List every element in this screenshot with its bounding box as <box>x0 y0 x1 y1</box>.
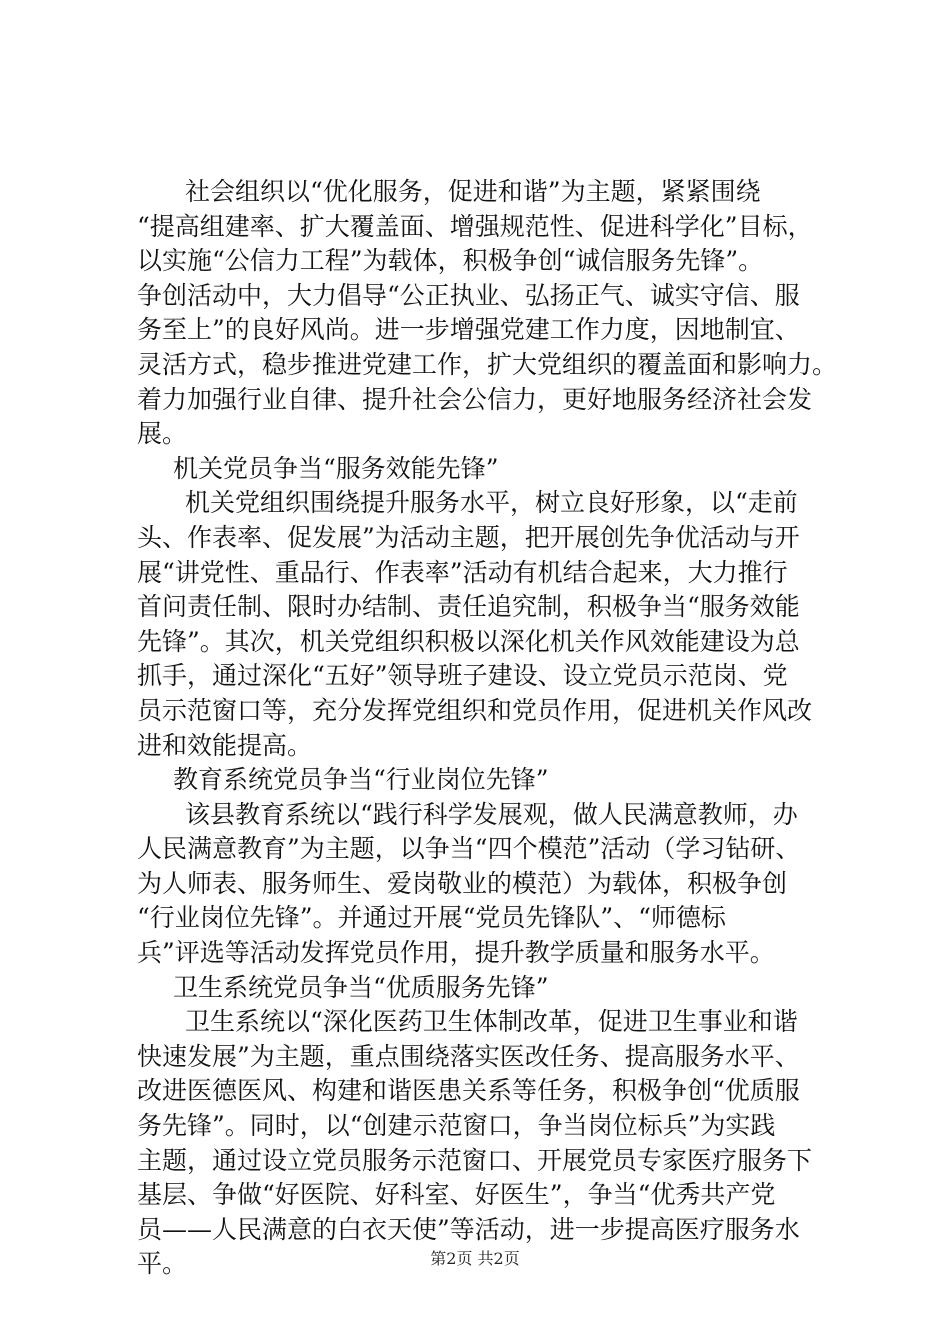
body-paragraph <box>137 1005 833 1282</box>
paragraph-line: 改进医德医风、构建和谐医患关系等任务，积极争创“优质服 <box>137 1076 800 1106</box>
paragraph-line: 快速发展”为主题，重点围绕落实医改任务、提高服务水平、 <box>137 1041 800 1071</box>
body-paragraph <box>137 486 833 763</box>
page-footer: 第2页 共2页 <box>430 1249 520 1268</box>
paragraph-line: 进和效能提高。 <box>137 730 313 760</box>
document-body <box>137 175 838 1282</box>
paragraph-line: 务至上”的良好风尚。进一步增强党建工作力度，因地制宜、 <box>137 315 800 345</box>
paragraph-line: 员示范窗口等，充分发挥党组织和党员作用，促进机关作风改 <box>137 695 813 725</box>
paragraph-line: “行业岗位先锋”。并通过开展“党员先锋队”、“师德标 <box>137 903 726 933</box>
paragraph-line: 灵活方式，稳步推进党建工作，扩大党组织的覆盖面和影响力。 <box>137 349 838 379</box>
paragraph-line: 先锋”。其次，机关党组织积极以深化机关作风效能建设为总 <box>137 626 800 656</box>
heading-text: 机关党员争当“服务效能先锋” <box>173 453 499 483</box>
paragraph-line: 务先锋”。同时，以“创建示范窗口，争当岗位标兵”为实践 <box>137 1111 776 1141</box>
paragraph-line: 社会组织以“优化服务，促进和谐”为主题，紧紧围绕 <box>185 177 761 206</box>
body-paragraph <box>137 798 833 971</box>
section-heading <box>137 763 833 798</box>
paragraph-line: 主题，通过设立党员服务示范窗口、开展党员专家医疗服务下 <box>137 1145 813 1175</box>
heading-text: 教育系统党员争当“行业岗位先锋” <box>173 765 549 795</box>
paragraph-line: 抓手，通过深化“五好”领导班子建设、设立党员示范岗、党 <box>137 661 788 691</box>
paragraph-line: 员——人民满意的白衣天使”等活动，进一步提高医疗服务水 <box>137 1214 800 1244</box>
paragraph-line: 展“讲党性、重品行、作表率”活动有机结合起来，大力推行 <box>137 557 788 587</box>
paragraph-line: 基层、争做“好医院、好科室、好医生”，争当“优秀共产党 <box>137 1180 776 1210</box>
paragraph-line: 展。 <box>137 419 188 449</box>
paragraph-line: 卫生系统以“深化医药卫生体制改革，促进卫生事业和谐 <box>185 1007 798 1037</box>
paragraph-line: 以实施“公信力工程”为载体，积极争创“诚信服务先锋”。 <box>137 246 764 276</box>
paragraph-line: 首问责任制、限时办结制、责任追究制，积极争当“服务效能 <box>137 592 800 622</box>
section-heading <box>137 452 833 487</box>
paragraph-line: 为人师表、服务师生、爱岗敬业的模范）为载体，积极争创 <box>137 868 788 898</box>
paragraph-line: “提高组建率、扩大覆盖面、增强规范性、促进科学化”目标， <box>137 211 813 241</box>
paragraph-line: 兵”评选等活动发挥党员作用，提升教学质量和服务水平。 <box>137 938 775 968</box>
body-paragraph <box>137 175 838 452</box>
paragraph-line: 该县教育系统以“践行科学发展观，做人民满意教师，办 <box>185 799 798 829</box>
heading-text: 卫生系统党员争当“优质服务先锋” <box>173 972 549 1002</box>
paragraph-line: 头、作表率、促发展”为活动主题，把开展创先争优活动与开 <box>137 522 800 552</box>
section-heading <box>137 971 833 1006</box>
paragraph-line: 平。 <box>137 1249 188 1279</box>
paragraph-line: 争创活动中，大力倡导“公正执业、弘扬正气、诚实守信、服 <box>137 280 800 310</box>
paragraph-line: 着力加强行业自律、提升社会公信力，更好地服务经济社会发 <box>137 384 813 414</box>
paragraph-line: 机关党组织围绕提升服务水平，树立良好形象，以“走前 <box>185 488 798 518</box>
paragraph-line: 人民满意教育”为主题，以争当“四个模范”活动（学习钻研、 <box>137 834 801 864</box>
